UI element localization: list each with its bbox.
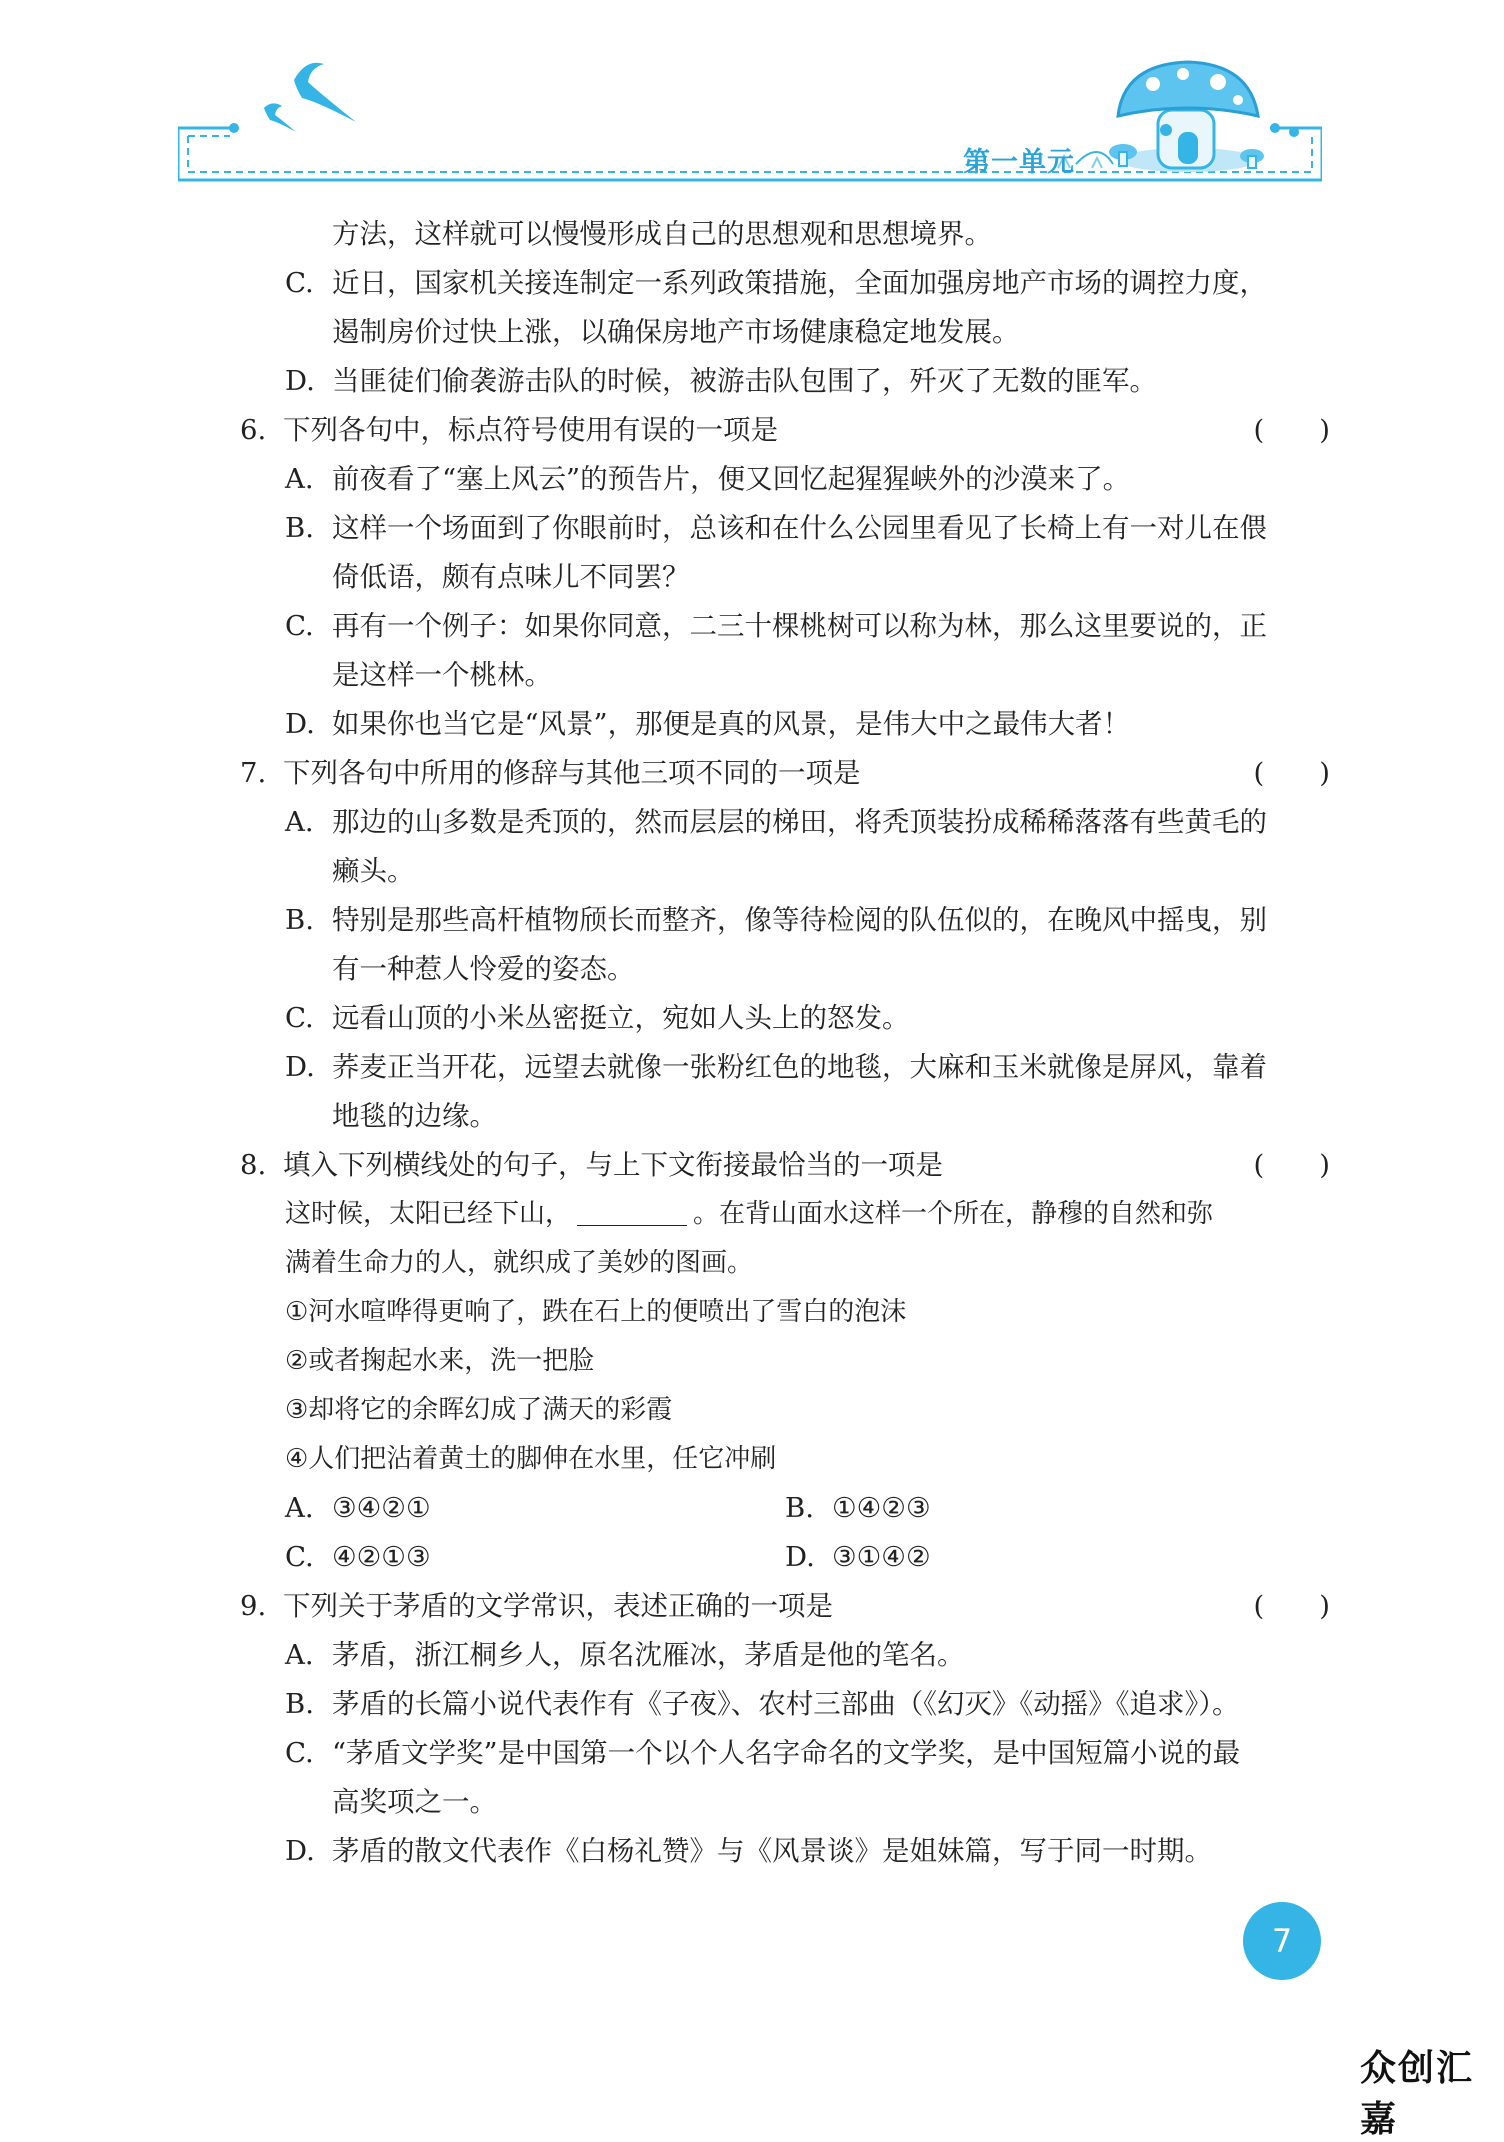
mushroom-house-icon bbox=[1058, 62, 1264, 172]
sentence-text: ②或者掬起水来，洗一把脸 bbox=[285, 1346, 595, 1376]
sentence-4 bbox=[240, 1435, 1330, 1484]
answer-parentheses: ( ) bbox=[1253, 1590, 1330, 1622]
option-text: 再有一个例子：如果你同意，二三十棵桃树可以称为林，那么这里要说的，正 bbox=[332, 610, 1267, 642]
option-label: B. bbox=[285, 512, 314, 544]
text-line bbox=[240, 308, 1330, 357]
header-frame bbox=[178, 60, 1322, 190]
option-label: B. bbox=[285, 1688, 314, 1720]
text-line bbox=[240, 651, 1330, 700]
option-label: C. bbox=[285, 1737, 314, 1769]
text-line bbox=[240, 1778, 1330, 1827]
option-b bbox=[240, 1680, 1330, 1729]
option-text: 茅盾，浙江桐乡人，原名沈雁冰，茅盾是他的笔名。 bbox=[332, 1639, 965, 1671]
option-text: 有一种惹人怜爱的姿态。 bbox=[332, 953, 635, 985]
text-line bbox=[240, 945, 1330, 994]
option-label: C. bbox=[285, 1541, 314, 1573]
sentence-text: ③却将它的余晖幻成了满天的彩霞 bbox=[285, 1395, 673, 1425]
question-text: 下列各句中所用的修辞与其他三项不同的一项是 bbox=[283, 757, 861, 789]
passage-text: 。在背山面水这样一个所在，静穆的自然和弥 bbox=[693, 1199, 1214, 1229]
option-label: D. bbox=[785, 1541, 815, 1573]
option-a bbox=[240, 1631, 1330, 1680]
option-label: B. bbox=[785, 1492, 814, 1524]
page-number: 7 bbox=[1243, 1902, 1321, 1980]
option-d bbox=[240, 1043, 1330, 1092]
page-header bbox=[178, 60, 1322, 190]
sentence-3 bbox=[240, 1386, 1330, 1435]
option-label: C. bbox=[285, 1002, 314, 1034]
question-8 bbox=[240, 1141, 1330, 1190]
unit-title: 第一单元 bbox=[963, 147, 1075, 178]
option-label: A. bbox=[285, 1639, 314, 1671]
option-row-cd bbox=[240, 1533, 1330, 1582]
option-label: D. bbox=[285, 1051, 315, 1083]
option-label: B. bbox=[285, 904, 314, 936]
question-number: 7. bbox=[240, 757, 267, 789]
option-text: “茅盾文学奖”是中国第一个以个人名字命名的文学奖，是中国短篇小说的最 bbox=[332, 1737, 1241, 1769]
option-label: D. bbox=[285, 708, 315, 740]
option-label: A. bbox=[285, 463, 314, 495]
passage-line bbox=[240, 1239, 1330, 1288]
option-label: A. bbox=[285, 1492, 314, 1524]
option-text: ④②①③ bbox=[332, 1541, 431, 1573]
option-c bbox=[240, 259, 1330, 308]
sentence-text: ④人们把沾着黄土的脚伸在水里，任它冲刷 bbox=[285, 1444, 777, 1474]
option-a bbox=[240, 798, 1330, 847]
option-b bbox=[240, 896, 1330, 945]
option-text: 前夜看了“塞上风云”的预告片，便又回忆起猩猩峡外的沙漠来了。 bbox=[332, 463, 1131, 495]
question-content bbox=[240, 210, 1330, 1876]
question-number: 9. bbox=[240, 1590, 267, 1622]
option-d bbox=[240, 357, 1330, 406]
question-text: 下列关于茅盾的文学常识，表述正确的一项是 bbox=[283, 1590, 833, 1622]
option-c bbox=[240, 1729, 1330, 1778]
option-text: 那边的山多数是秃顶的，然而层层的梯田，将秃顶装扮成稀稀落落有些黄毛的 bbox=[332, 806, 1267, 838]
answer-parentheses: ( ) bbox=[1253, 414, 1330, 446]
option-text: 是这样一个桃林。 bbox=[332, 659, 552, 691]
question-text: 填入下列横线处的句子，与上下文衔接最恰当的一项是 bbox=[283, 1149, 943, 1181]
option-text: ③④②① bbox=[332, 1492, 431, 1524]
answer-parentheses: ( ) bbox=[1253, 757, 1330, 789]
text-line bbox=[240, 1092, 1330, 1141]
sentence-2 bbox=[240, 1337, 1330, 1386]
option-text: 当匪徒们偷袭游击队的时候，被游击队包围了，歼灭了无数的匪军。 bbox=[332, 365, 1157, 397]
text-line bbox=[240, 847, 1330, 896]
option-label: C. bbox=[285, 267, 314, 299]
question-number: 6. bbox=[240, 414, 267, 446]
option-label: A. bbox=[285, 806, 314, 838]
option-text: 这样一个场面到了你眼前时，总该和在什么公园里看见了长椅上有一对儿在偎 bbox=[332, 512, 1267, 544]
watermark: 众创汇嘉 bbox=[1360, 2048, 1475, 2140]
question-6 bbox=[240, 406, 1330, 455]
option-text: 高奖项之一。 bbox=[332, 1786, 497, 1818]
question-9 bbox=[240, 1582, 1330, 1631]
text-line bbox=[240, 553, 1330, 602]
sentence-1 bbox=[240, 1288, 1330, 1337]
option-text: 茅盾的长篇小说代表作有《子夜》、农村三部曲（《幻灭》《动摇》《追求》）。 bbox=[332, 1688, 1240, 1720]
passage-line bbox=[240, 1190, 1330, 1239]
option-d bbox=[240, 700, 1330, 749]
bird-icon bbox=[264, 63, 356, 132]
text-line bbox=[240, 210, 1330, 259]
sentence-text: ①河水喧哗得更响了，跌在石上的便喷出了雪白的泡沫 bbox=[285, 1297, 907, 1327]
option-text: 方法，这样就可以慢慢形成自己的思想观和思想境界。 bbox=[332, 218, 992, 250]
option-c bbox=[240, 602, 1330, 651]
option-text: 近日，国家机关接连制定一系列政策措施，全面加强房地产市场的调控力度， bbox=[332, 267, 1267, 299]
option-text: 远看山顶的小米丛密挺立，宛如人头上的怒发。 bbox=[332, 1002, 910, 1034]
question-7 bbox=[240, 749, 1330, 798]
question-text: 下列各句中，标点符号使用有误的一项是 bbox=[283, 414, 778, 446]
option-label: C. bbox=[285, 610, 314, 642]
option-text: 地毯的边缘。 bbox=[332, 1100, 497, 1132]
option-text: 荞麦正当开花，远望去就像一张粉红色的地毯，大麻和玉米就像是屏风，靠着 bbox=[332, 1051, 1267, 1083]
option-text: 特别是那些高杆植物颀长而整齐，像等待检阅的队伍似的，在晚风中摇曳，别 bbox=[332, 904, 1267, 936]
passage-text: 这时候，太阳已经下山， bbox=[285, 1199, 572, 1229]
option-text: 遏制房价过快上涨，以确保房地产市场健康稳定地发展。 bbox=[332, 316, 1020, 348]
option-row-ab bbox=[240, 1484, 1330, 1533]
option-d bbox=[240, 1827, 1330, 1876]
option-label: D. bbox=[285, 1835, 315, 1867]
answer-parentheses: ( ) bbox=[1253, 1149, 1330, 1181]
fill-blank bbox=[577, 1195, 687, 1226]
option-c bbox=[240, 994, 1330, 1043]
option-text: ①④②③ bbox=[832, 1492, 931, 1524]
option-text: 如果你也当它是“风景”，那便是真的风景，是伟大中之最伟大者！ bbox=[332, 708, 1131, 740]
option-text: 癞头。 bbox=[332, 855, 415, 887]
question-number: 8. bbox=[240, 1149, 267, 1181]
option-b bbox=[240, 504, 1330, 553]
option-label: D. bbox=[285, 365, 315, 397]
option-text: 倚低语，颇有点味儿不同罢？ bbox=[332, 561, 690, 593]
option-a bbox=[240, 455, 1330, 504]
passage-text: 满着生命力的人，就织成了美妙的图画。 bbox=[285, 1248, 754, 1278]
option-text: ③①④② bbox=[832, 1541, 931, 1573]
option-text: 茅盾的散文代表作《白杨礼赞》与《风景谈》是姐妹篇，写于同一时期。 bbox=[332, 1835, 1212, 1867]
